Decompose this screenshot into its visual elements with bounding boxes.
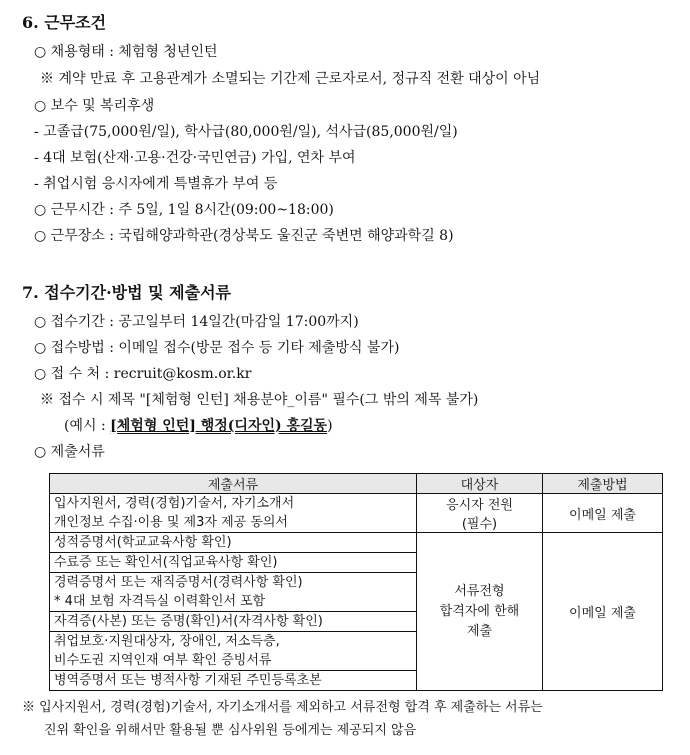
header-documents: 제출서류 (50, 474, 417, 494)
receipt-period: ○ 접수기간 : 공고일부터 14일간(마감일 17:00까지) (34, 314, 359, 330)
doc-item: 자격증(사본) 또는 증명(확인)서(자격사항 확인) (50, 611, 416, 631)
target-line: 응시자 전원 (446, 498, 513, 513)
doc-item: 취업보호·지원대상자, 장애인, 저소득층, (50, 631, 416, 651)
table-row (50, 494, 663, 533)
doc-item: 비수도권 지역인재 여부 확인 증빙서류 (54, 653, 272, 668)
work-hours: ○ 근무시간 : 주 5일, 1일 8시간(09:00~18:00) (34, 202, 334, 218)
target-line: 서류전형 (454, 583, 505, 599)
receipt-address (34, 365, 251, 383)
doc-item: 경력증명서 또는 재직증명서(경력사항 확인) (50, 572, 416, 592)
pay-title: ○ 보수 및 복리후생 (34, 98, 155, 114)
documents-table (49, 473, 663, 691)
doc-item: 병역증명서 또는 병적사항 기재된 주민등록초본 (50, 670, 416, 690)
work-place: ○ 근무장소 : 국립해양과학관(경상북도 울진군 죽변면 해양과학길 8) (34, 228, 454, 244)
email-address[interactable]: recruit@kosm.or.kr (113, 366, 252, 382)
doc-item: 성적증명서(학교교육사항 확인) (54, 535, 232, 550)
table-header-row (50, 474, 663, 494)
docs-title: ○ 제출서류 (34, 444, 105, 460)
example-value: [체험형 인턴] 행정(디자인) 홍길동 (110, 418, 328, 434)
section-6-title: 6. 근무조건 (22, 13, 107, 32)
section-7-title: 7. 접수기간·방법 및 제출서류 (22, 283, 232, 302)
table-row (50, 533, 663, 691)
group1-docs (50, 494, 417, 533)
group2-method: 이메일 제출 (543, 533, 663, 691)
group1-method: 이메일 제출 (543, 494, 663, 533)
group2-target (417, 533, 543, 691)
subject-example (64, 417, 333, 435)
doc-item: * 4대 보험 자격득실 이력확인서 포함 (54, 594, 266, 609)
employment-type: ○ 채용형태 : 체험형 청년인턴 (34, 44, 218, 60)
doc-item: 개인정보 수집·이용 및 제3자 제공 동의서 (54, 515, 288, 530)
footnote-line-1: ※ 입사지원서, 경력(경험)기술서, 자기소개서를 제외하고 서류전형 합격 후 제출하는 서류는 (22, 700, 543, 715)
example-prefix: (예시 : (64, 418, 111, 434)
pay-item: - 고졸급(75,000원/일), 학사급(80,000원/일), 석사급(85,000원/일) (34, 124, 458, 140)
receipt-method: ○ 접수방법 : 이메일 접수(방문 접수 등 기타 제출방식 불가) (34, 340, 400, 356)
doc-item: 수료증 또는 확인서(직업교육사항 확인) (50, 552, 416, 572)
target-line: 합격자에 한해 (439, 603, 520, 619)
footnote-line-2: 진위 확인을 위해서만 활용될 뿐 심사위원 등에게는 제공되지 않음 (44, 723, 417, 738)
contract-note: ※ 계약 만료 후 고용관계가 소멸되는 기간제 근로자로서, 정규직 전환 대상이 아님 (40, 71, 541, 87)
header-target: 대상자 (417, 474, 543, 494)
target-line: (필수) (461, 517, 498, 532)
pay-item: - 4대 보험(산재·고용·건강·국민연금) 가입, 연차 부여 (34, 150, 356, 166)
address-label: ○ 접 수 처 : (34, 366, 114, 382)
pay-item: - 취업시험 응시자에게 특별휴가 부여 등 (34, 176, 278, 192)
group1-target (417, 494, 543, 533)
subject-note: ※ 접수 시 제목 "[체험형 인턴] 채용분야_이름" 필수(그 밖의 제목 불가) (40, 392, 479, 408)
target-line: 제출 (466, 623, 493, 639)
group2-docs (50, 533, 417, 691)
doc-item: 입사지원서, 경력(경험)기술서, 자기소개서 (54, 496, 295, 511)
example-suffix: ) (327, 418, 333, 434)
header-method: 제출방법 (543, 474, 663, 494)
